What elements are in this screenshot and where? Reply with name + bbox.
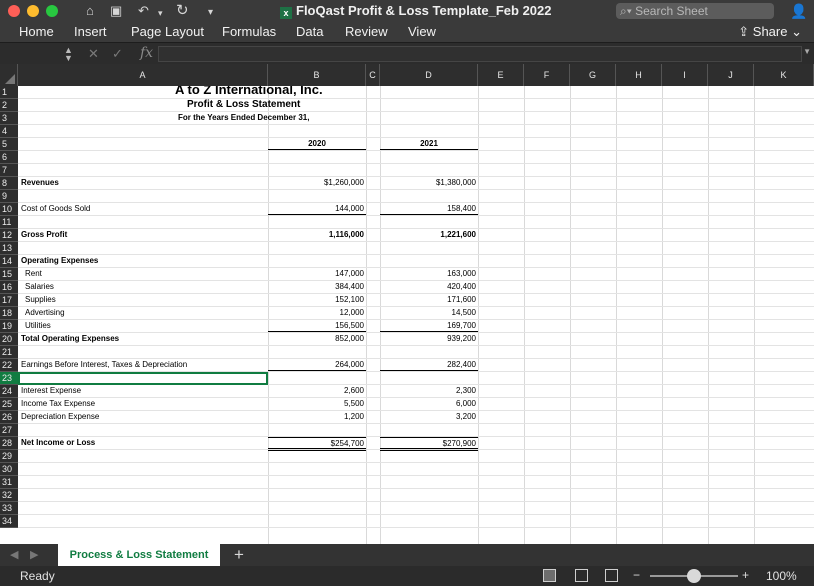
row-header[interactable]: 24 [0, 385, 18, 398]
table-row [0, 281, 814, 294]
opex-salaries-2021[interactable]: 420,400 [447, 282, 476, 291]
formula-bar [0, 42, 814, 64]
table-row [0, 190, 814, 203]
row-header[interactable]: 10 [0, 203, 18, 216]
table-row [0, 320, 814, 333]
name-box[interactable] [0, 45, 73, 63]
table-row [0, 177, 814, 190]
insert-function-button[interactable]: fx [140, 45, 154, 61]
opex-supplies-2020[interactable]: 152,100 [335, 295, 364, 304]
tax-2020[interactable]: 5,500 [343, 399, 364, 408]
row-header[interactable]: 31 [0, 476, 18, 489]
row-header[interactable]: 1 [0, 86, 18, 99]
spreadsheet-grid[interactable] [0, 86, 814, 544]
zoom-out-button[interactable]: − [633, 568, 641, 582]
tab-view[interactable]: View [408, 24, 436, 39]
account-icon[interactable]: 👤 [790, 3, 808, 19]
zoom-slider-handle[interactable] [687, 569, 701, 583]
tax-label: Income Tax Expense [21, 399, 96, 408]
company-name: A to Z International, Inc. [175, 86, 323, 97]
table-row [0, 359, 814, 372]
year-2021-header[interactable]: 2021 [380, 138, 478, 150]
row-header[interactable]: 17 [0, 294, 18, 307]
opex-advertising-label: Advertising [25, 308, 65, 317]
select-all-button[interactable] [0, 64, 18, 86]
expand-formula-bar-icon[interactable]: ▼ [803, 47, 811, 56]
name-box-stepper-icon[interactable]: ▲ ▼ [64, 45, 73, 63]
page-break-view-icon[interactable] [605, 569, 618, 582]
table-row [0, 411, 814, 424]
col-header-b[interactable]: B [268, 64, 366, 86]
col-header-j[interactable]: J [708, 64, 754, 86]
row-header[interactable]: 6 [0, 151, 18, 164]
interest-2020[interactable]: 2,600 [343, 386, 364, 395]
home-icon[interactable]: ⌂ [86, 3, 94, 18]
revenues-2021[interactable]: $1,380,000 [435, 178, 476, 187]
row-header[interactable]: 15 [0, 268, 18, 281]
opex-salaries-label: Salaries [25, 282, 54, 291]
opex-advertising-2020[interactable]: 12,000 [339, 308, 364, 317]
next-sheet-icon[interactable]: ▶ [30, 549, 39, 561]
share-label: Share [752, 24, 788, 39]
gross-profit-label: Gross Profit [21, 230, 68, 239]
total-opex-label: Total Operating Expenses [21, 334, 120, 343]
previous-sheet-icon[interactable]: ◀ [10, 549, 19, 561]
col-header-d[interactable]: D [380, 64, 478, 86]
title-bar [0, 0, 814, 22]
ebitda-label: Earnings Before Interest, Taxes & Depreciation [21, 360, 188, 369]
status-bar [0, 566, 814, 586]
col-header-a[interactable]: A [18, 64, 268, 86]
table-row [0, 424, 814, 437]
table-row [0, 463, 814, 476]
row-header[interactable]: 11 [0, 216, 18, 229]
opex-supplies-2021[interactable]: 171,600 [447, 295, 476, 304]
col-header-c[interactable]: C [366, 64, 380, 86]
table-row [0, 164, 814, 177]
row-header[interactable]: 18 [0, 307, 18, 320]
ebitda-2021[interactable]: 282,400 [380, 359, 478, 371]
revenues-2020[interactable]: $1,260,000 [323, 178, 364, 187]
opex-rent-label: Rent [25, 269, 42, 278]
table-row [0, 203, 814, 216]
cogs-label: Cost of Goods Sold [21, 204, 91, 213]
table-row [0, 268, 814, 281]
interest-2021[interactable]: 2,300 [455, 386, 476, 395]
search-icon: ⌕▾ [620, 4, 636, 18]
table-row [0, 86, 814, 99]
normal-view-icon[interactable] [543, 569, 556, 582]
search-sheet-input[interactable] [616, 3, 774, 19]
col-header-f[interactable]: F [524, 64, 570, 86]
row-header[interactable]: 21 [0, 346, 18, 359]
undo-dropdown-icon[interactable]: ▾ [158, 8, 163, 18]
share-icon: ⇪ [738, 24, 753, 39]
save-icon[interactable]: ▣ [110, 3, 123, 18]
net-income-2020[interactable]: $254,700 [268, 437, 366, 451]
enter-formula-button[interactable]: ✓ [112, 46, 123, 61]
depreciation-2020[interactable]: 1,200 [343, 412, 364, 421]
col-header-k[interactable]: K [754, 64, 814, 86]
ebitda-2020[interactable]: 264,000 [268, 359, 366, 371]
add-sheet-button[interactable]: + [234, 545, 244, 564]
row-header[interactable]: 14 [0, 255, 18, 268]
table-row [0, 489, 814, 502]
row-header[interactable]: 29 [0, 450, 18, 463]
cancel-formula-button[interactable]: ✕ [88, 46, 99, 61]
cogs-2020[interactable]: 144,000 [268, 203, 366, 215]
undo-icon[interactable]: ↶ [138, 3, 149, 18]
total-opex-2020[interactable]: 852,000 [335, 334, 364, 343]
opex-utilities-label: Utilities [25, 321, 51, 330]
sheet-tab-bar [0, 544, 814, 566]
selected-cell[interactable] [18, 372, 268, 385]
table-row [0, 151, 814, 164]
table-row [0, 515, 814, 528]
close-window-button[interactable] [8, 5, 20, 17]
table-row [0, 138, 814, 151]
table-row [0, 398, 814, 411]
depreciation-2021[interactable]: 3,200 [455, 412, 476, 421]
minimize-window-button[interactable] [27, 5, 39, 17]
col-header-e[interactable]: E [478, 64, 524, 86]
table-row [0, 112, 814, 125]
row-header[interactable]: 9 [0, 190, 18, 203]
zoom-level[interactable]: 100% [766, 569, 797, 583]
row-header[interactable]: 32 [0, 489, 18, 502]
row-header-selected[interactable]: 23 [0, 372, 18, 385]
year-2020-header[interactable]: 2020 [268, 138, 366, 150]
opex-rent-2020[interactable]: 147,000 [335, 269, 364, 278]
opex-salaries-2020[interactable]: 384,400 [335, 282, 364, 291]
row-header[interactable]: 16 [0, 281, 18, 294]
tab-data[interactable]: Data [296, 24, 324, 39]
row-header[interactable]: 34 [0, 515, 18, 528]
opex-header: Operating Expenses [21, 256, 99, 265]
search-placeholder: Search Sheet [635, 4, 708, 18]
share-button[interactable]: ⇪ Share ⌄ [738, 24, 802, 39]
document-title-text: FloQast Profit & Loss Template_Feb 2022 [296, 3, 552, 18]
opex-supplies-label: Supplies [25, 295, 56, 304]
redo-icon[interactable]: ↻ [176, 2, 189, 19]
tab-review[interactable]: Review [345, 24, 388, 39]
table-row [0, 437, 814, 450]
row-header[interactable]: 5 [0, 138, 18, 151]
gross-profit-2020[interactable]: 1,116,000 [328, 230, 364, 239]
opex-utilities-2020[interactable]: 156,500 [268, 320, 366, 332]
ribbon-tabs [0, 22, 814, 42]
page-layout-view-icon[interactable] [575, 569, 588, 582]
col-header-g[interactable]: G [570, 64, 616, 86]
table-row [0, 307, 814, 320]
document-title [280, 3, 552, 19]
row-header[interactable]: 12 [0, 229, 18, 242]
tab-home[interactable]: Home [19, 24, 54, 39]
table-row [0, 242, 814, 255]
table-row [0, 216, 814, 229]
table-row [0, 255, 814, 268]
col-header-i[interactable]: I [662, 64, 708, 86]
table-row [0, 450, 814, 463]
row-header[interactable]: 13 [0, 242, 18, 255]
customize-toolbar-icon[interactable]: ▾ [208, 7, 214, 18]
depreciation-label: Depreciation Expense [21, 412, 100, 421]
gross-profit-2021[interactable]: 1,221,600 [440, 230, 476, 239]
table-row [0, 385, 814, 398]
table-row [0, 333, 814, 346]
row-header[interactable]: 7 [0, 164, 18, 177]
statement-title: Profit & Loss Statement [187, 99, 301, 110]
row-header[interactable]: 3 [0, 112, 18, 125]
table-row [0, 229, 814, 242]
total-opex-2021[interactable]: 939,200 [447, 334, 476, 343]
cogs-2021[interactable]: 158,400 [380, 203, 478, 215]
excel-file-icon: x [280, 7, 292, 19]
tab-formulas[interactable]: Formulas [222, 24, 277, 39]
column-headers [0, 64, 814, 86]
row-header[interactable]: 30 [0, 463, 18, 476]
table-row [0, 476, 814, 489]
row-header[interactable]: 27 [0, 424, 18, 437]
row-header[interactable]: 33 [0, 502, 18, 515]
col-header-h[interactable]: H [616, 64, 662, 86]
row-header[interactable]: 25 [0, 398, 18, 411]
table-row [0, 294, 814, 307]
row-header[interactable]: 26 [0, 411, 18, 424]
interest-label: Interest Expense [21, 386, 82, 395]
row-header[interactable]: 8 [0, 177, 18, 190]
sheet-tab-active[interactable]: Process & Loss Statement [58, 544, 220, 566]
table-row [0, 502, 814, 515]
revenues-label: Revenues [21, 178, 59, 187]
row-header[interactable]: 2 [0, 99, 18, 112]
row-header[interactable]: 20 [0, 333, 18, 346]
row-header[interactable]: 19 [0, 320, 18, 333]
opex-rent-2021[interactable]: 163,000 [447, 269, 476, 278]
row-header[interactable]: 22 [0, 359, 18, 372]
tab-insert[interactable]: Insert [74, 24, 107, 39]
row-header[interactable]: 28 [0, 437, 18, 450]
zoom-in-button[interactable]: + [742, 568, 750, 582]
statement-period: For the Years Ended December 31, [178, 113, 310, 122]
opex-advertising-2021[interactable]: 14,500 [451, 308, 476, 317]
net-income-2021[interactable]: $270,900 [380, 437, 478, 451]
status-text: Ready [20, 569, 55, 583]
table-row [0, 99, 814, 112]
tab-page-layout[interactable]: Page Layout [131, 24, 205, 39]
table-row [0, 125, 814, 138]
formula-input[interactable] [158, 46, 802, 62]
zoom-window-button[interactable] [46, 5, 58, 17]
row-header[interactable]: 4 [0, 125, 18, 138]
table-row [0, 346, 814, 359]
net-income-label: Net Income or Loss [21, 438, 96, 447]
opex-utilities-2021[interactable]: 169,700 [380, 320, 478, 332]
table-row [0, 372, 814, 385]
tax-2021[interactable]: 6,000 [455, 399, 476, 408]
